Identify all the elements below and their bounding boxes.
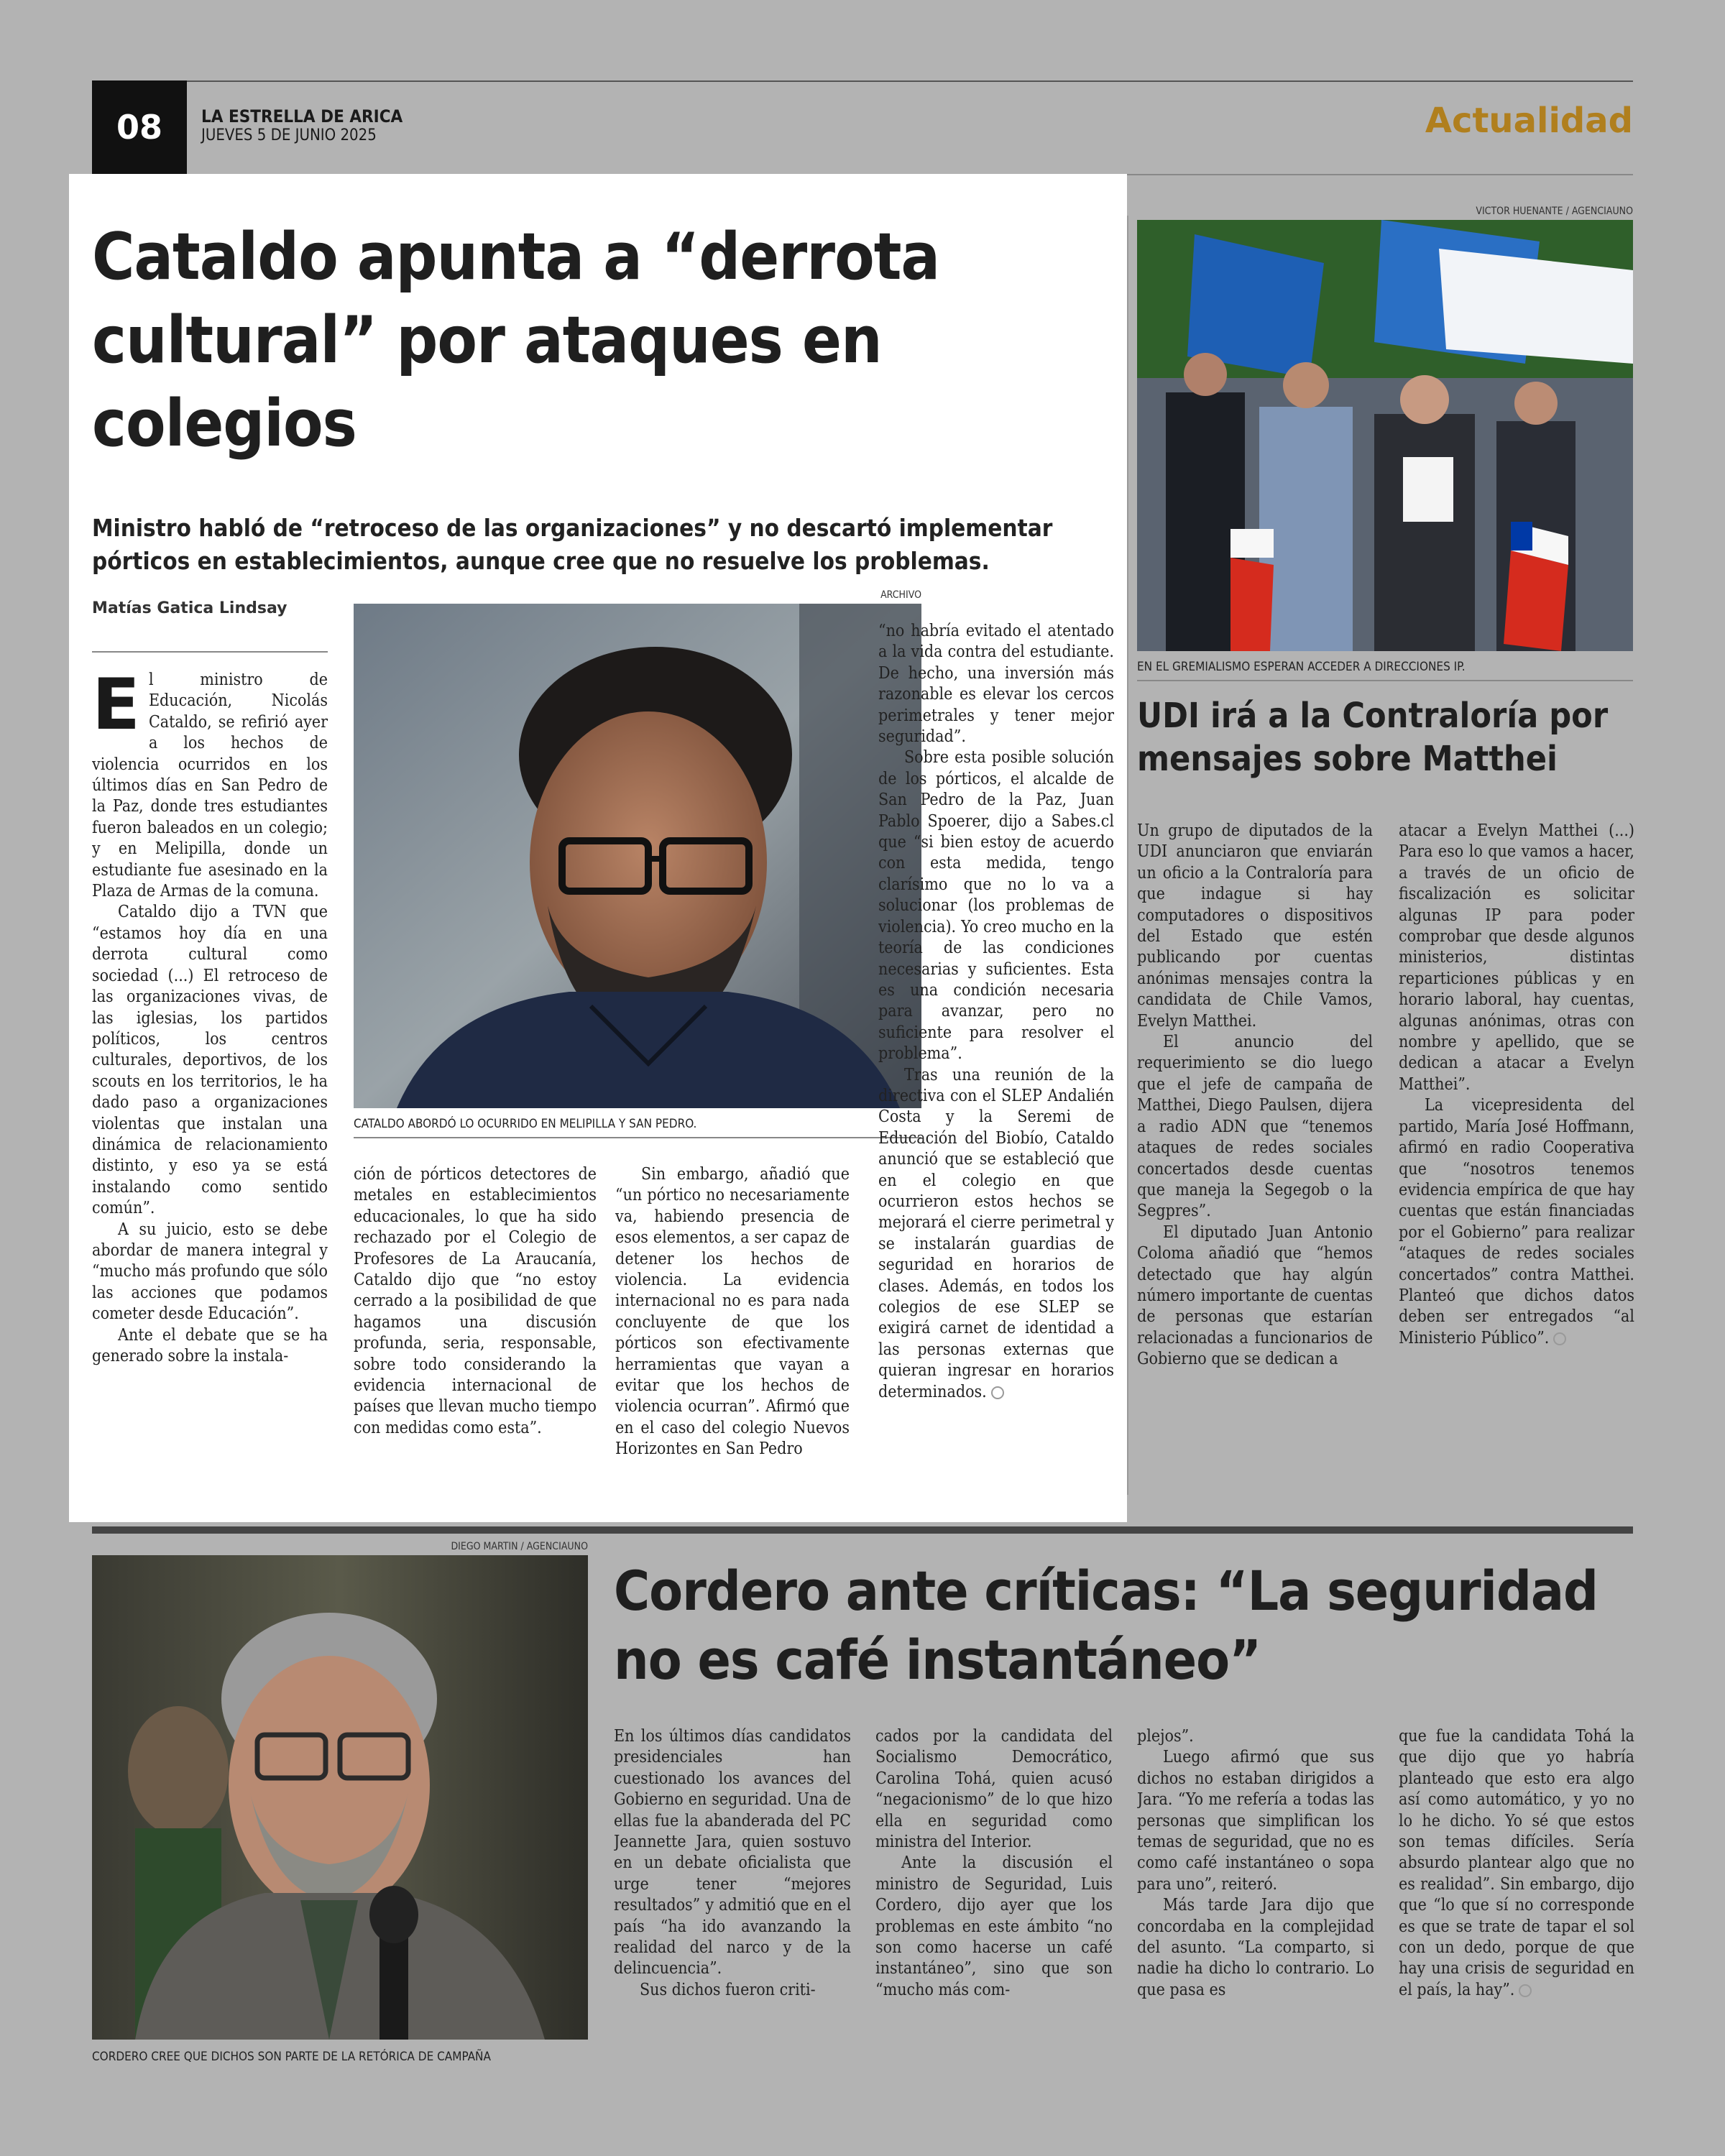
column-divider (1127, 216, 1128, 1495)
udi-paragraph: El anuncio del requerimiento se dio luego que el jefe de campaña de Matthei, Diego Paulsen, dijera a radio ADN que “tenemos ataques de redes sociales concertados desde cuentas que maneja la Segegob o la Segpres”. (1137, 1033, 1373, 1221)
udi-paragraph: Un grupo de diputados de la UDI anunciaron que enviarán un oficio a la Contraloría para que indague si hay computadores o dispositivos del Estado que estén publicando por cuentas anónimas mensajes contra la candidata de Chile Vamos, Evelyn Matthei. (1137, 821, 1373, 1031)
end-mark-icon (1519, 1984, 1532, 1997)
main-subhead: Ministro habló de “retroceso de las organizaciones” y no descartó implementar pórticos en establecimientos, aunque cree que no resuelve los problemas. (92, 514, 1053, 575)
cordero-paragraph: Sus dichos fueron criti- (640, 1980, 816, 1999)
end-mark-icon (1553, 1332, 1566, 1345)
cordero-paragraph: cados por la candidata del Socialismo Democrático, Carolina Tohá, quien acusó “negacionismo” de lo que hizo ella en seguridad como ministra del Interior. (875, 1727, 1113, 1852)
cordero-paragraph: Más tarde Jara dijo que concordaba en la complejidad del asunto. “La comparto, si nadie ha dicho lo contrario. Lo que pasa es (1137, 1896, 1374, 1999)
header-rule-right (1127, 174, 1633, 175)
section-label: Actualidad (1425, 101, 1633, 141)
publication-name: LA ESTRELLA DE ARICA (201, 106, 403, 126)
udi-photo-credit: VICTOR HUENANTE / AGENCIAUNO (1476, 206, 1633, 217)
main-paragraph: “no habría evitado el atentado a la vida contra del estudiante. De hecho, una inversión más razonable es elevar los cercos perimetrales y tener mejor seguridad”. (878, 622, 1114, 747)
main-column-1 (92, 670, 328, 1511)
udi-column-2 (1399, 821, 1634, 1503)
main-paragraph: Cataldo dijo a TVN que “estamos hoy día en una derrota cultural como sociedad (...) El retroceso de las organizaciones vivas, de las iglesias, los partidos políticos, los centros culturales, deportivos, de los scouts en los territorios, le ha dado paso a organizaciones violentas que instalan una dinámica de relacionamiento distinto, y eso ya se está instalando como sentido común”. (92, 903, 328, 1218)
cordero-column-1 (614, 1726, 851, 2064)
main-column-2 (354, 1164, 597, 1509)
drop-cap: E (92, 670, 140, 746)
page-number: 08 (92, 80, 187, 174)
main-column-4 (878, 621, 1114, 1512)
cordero-paragraph: En los últimos días candidatos presidenciales han cuestionado los avances del Gobierno en seguridad. Una de ellas fue la abanderada del PC Jeannette Jara, quien sostuvo en un debate oficialista que urge tener “mejores resultados” y admitió que en el país “ha ido avanzando la realidad del narco y de la delincuencia”. (614, 1727, 851, 1978)
photo-caption: CATALDO ABORDÓ LO OCURRIDO EN MELIPILLA Y SAN PEDRO. (354, 1117, 697, 1131)
main-headline: Cataldo apunta a “derrota cultural” por ataques en colegios (92, 219, 940, 461)
cordero-paragraph-text: que fue la candidata Tohá la que dijo que yo habría planteado que esto era algo así como automático, y yo no lo he dicho. Yo sé que estos son temas difíciles. Sería absurdo plantear algo que no es realidad”. Sin embargo, dijo que “lo que sí no corresponde es que se trate de tapar el sol con un dedo, porque de que hay una crisis de seguridad en el país, la hay”. (1399, 1727, 1634, 1999)
cordero-headline: Cordero ante críticas: “La seguridad no es café instantáneo” (614, 1559, 1598, 1692)
caption-rule (354, 1137, 921, 1138)
main-column-3 (615, 1164, 850, 1509)
udi-photo (1137, 220, 1633, 651)
cordero-photo-credit: DIEGO MARTIN / AGENCIAUNO (451, 1541, 588, 1552)
cordero-paragraph: Ante la discusión el ministro de Seguridad, Luis Cordero, dijo ayer que los problemas en este ámbito “no son como hacerse un café instantáneo”, sino que son “mucho más com- (875, 1853, 1113, 1999)
cataldo-photo (354, 604, 921, 1108)
udi-paragraph: El diputado Juan Antonio Coloma añadió que “hemos detectado que hay algún número importante de cuentas de personas que estarían relacionadas a funcionarios de Gobierno que se dedican a (1137, 1222, 1373, 1369)
cordero-paragraph: Luego afirmó que sus dichos no estaban dirigidos a Jara. “Yo me refería a todas las personas que simplifican los temas de seguridad, que no es como café instantáneo o sopa para uno”, reiteró. (1137, 1748, 1374, 1894)
cordero-paragraph: plejos”. (1137, 1727, 1194, 1746)
udi-photo-caption: EN EL GREMIALISMO ESPERAN ACCEDER A DIRECCIONES IP. (1137, 660, 1466, 674)
publication-block (201, 106, 402, 144)
udi-paragraph-text: La vicepresidenta del partido, María José Hoffmann, afirmó en radio Cooperativa que “nosotros tenemos evidencia empírica de que hay cuentas que están financiadas por el Gobierno” para realizar “ataques de redes sociales concertados” contra Matthei. Planteó que dichos datos deben ser entregados “al Ministerio Público”. (1399, 1096, 1634, 1348)
photo-credit: ARCHIVO (880, 589, 921, 601)
cordero-paragraph (1399, 1726, 1634, 2001)
udi-paragraph (1399, 1095, 1634, 1349)
cordero-photo (92, 1555, 588, 2040)
byline: Matías Gatica Lindsay (92, 599, 288, 617)
cordero-photo-caption: CORDERO CREE QUE DICHOS SON PARTE DE LA RETÓRICA DE CAMPAÑA (92, 2050, 491, 2064)
main-paragraph: ción de pórticos detectores de metales en establecimientos educacionales, lo que ha sido rechazado por el Colegio de Profesores de La Araucanía, Cataldo dijo que “no estoy cerrado a la posibilidad de que hagamos una discusión profunda, seria, responsable, sobre todo considerando la evidencia internacional de países que llevan mucho tiempo con medidas como esta”. (354, 1165, 597, 1437)
cordero-column-4 (1399, 1726, 1634, 2064)
main-paragraph-text: Tras una reunión de la directiva con el SLEP Andalién Costa y la Seremi de Educación del Biobío, Cataldo anunció que se estableció que en el colegio en que ocurrieron estos hechos se mejorará el cierre perimetral y se instalarán guardias de seguridad en horarios de clases. Además, en todos los colegios de ese SLEP se exigirá carnet de identidad a las personas externas que quieran ingresar en horarios determinados. (878, 1065, 1114, 1401)
udi-paragraph: atacar a Evelyn Matthei (...) Para eso lo que vamos a hacer, a través de un oficio de fiscalización es solicitar algunas IP para poder comprobar que desde algunos ministerios, distintas reparticiones públicas y en horario laboral, hay cuentas, algunas anónimas, otras con nombre y apellido, que se dedican a atacar a Evelyn Matthei”. (1399, 821, 1634, 1094)
cordero-column-2 (875, 1726, 1113, 2064)
main-paragraph-text: l ministro de Educación, Nicolás Cataldo, se refirió ayer a los hechos de violencia ocurridos en los últimos días en San Pedro de la Paz, donde tres estudiantes fueron baleados en un colegio; y en Melipilla, donde un estudiante fue asesinado en la Plaza de Armas de la comuna. (92, 671, 328, 901)
main-paragraph (878, 1065, 1114, 1404)
main-article (69, 174, 1127, 1522)
udi-headline: UDI irá a la Contraloría por mensajes sobre Matthei (1137, 696, 1609, 779)
publication-date: JUEVES 5 DE JUNIO 2025 (201, 126, 377, 144)
main-paragraph: Sin embargo, añadió que “un pórtico no necesariamente va, habiendo presencia de esos elementos, a ser capaz de detener los hechos de violencia. La evidencia internacional no es para nada concluyente de que los pórticos son efectivamente herramientas que vayan a evitar que los hechos de violencia ocurran”. Afirmó que en el caso del colegio Nuevos Horizontes en San Pedro (615, 1165, 850, 1459)
section-divider (92, 1526, 1633, 1534)
end-mark-icon (991, 1386, 1004, 1399)
main-paragraph: Sobre esta posible solución de los pórticos, el alcalde de San Pedro de la Paz, Juan Pablo Spoerer, dijo a Sabes.cl que “si bien estoy de acuerdo con esta medida, tengo clarísimo que no lo va a solucionar (los problemas de violencia). Yo creo mucho en la teoría de las condiciones necesarias y suficientes. Esta es una condición necesaria para avanzar, pero no suficiente para resolver el problema”. (878, 748, 1114, 1064)
cordero-column-3 (1137, 1726, 1374, 2064)
main-paragraph: A su juicio, esto se debe abordar de manera integral y “mucho más profundo que sólo las acciones que podamos cometer desde Educación”. (92, 1220, 328, 1324)
main-paragraph: Ante el debate que se ha generado sobre la instala- (92, 1325, 328, 1365)
header-rule (92, 80, 1633, 82)
udi-column-1 (1137, 821, 1373, 1503)
main-paragraph (92, 670, 328, 902)
byline-rule (92, 651, 328, 653)
udi-caption-rule (1137, 680, 1633, 681)
